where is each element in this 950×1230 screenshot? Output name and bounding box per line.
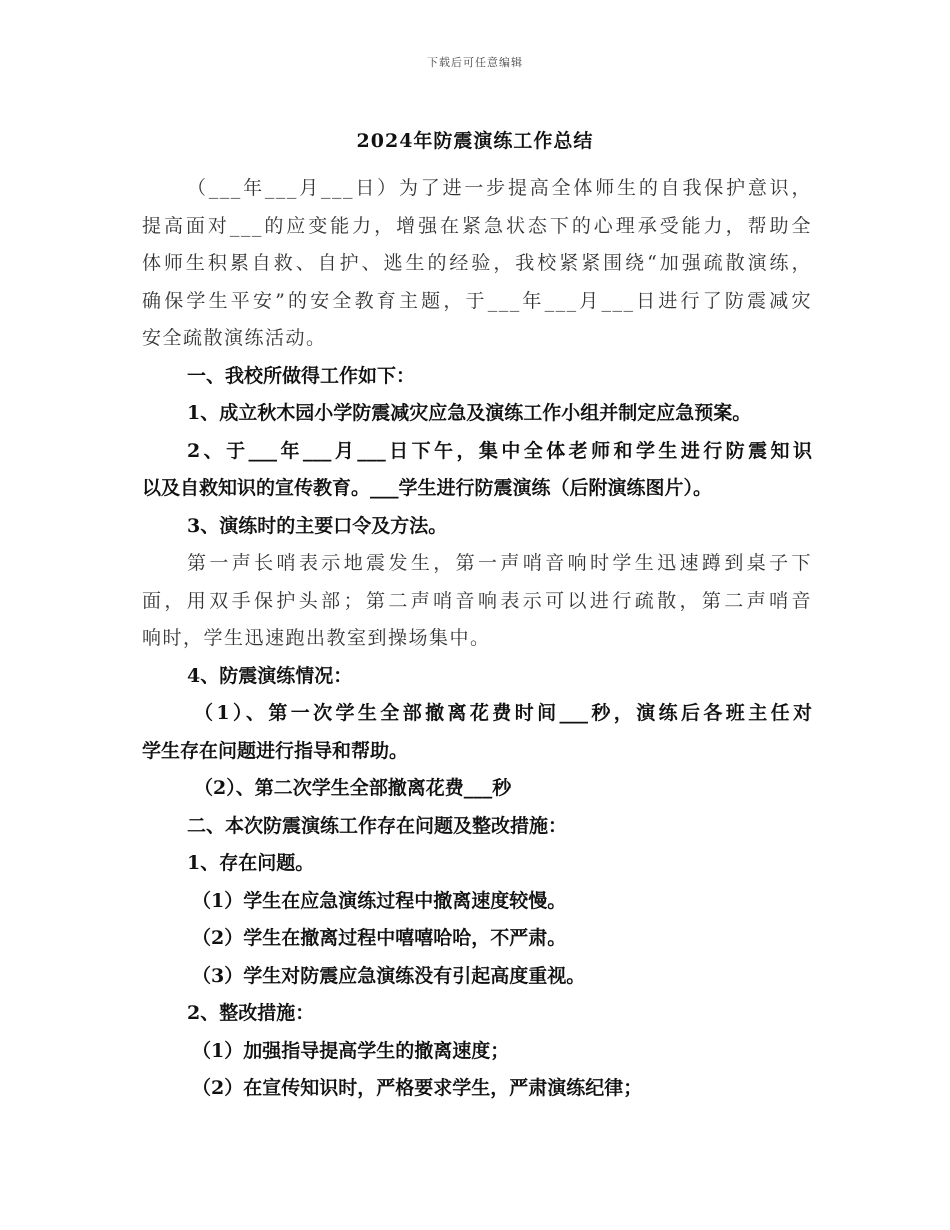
paragraph-line: 响时，学生迅速跑出教室到操场集中。: [142, 627, 491, 649]
list-item: 1、存在问题。: [187, 852, 315, 874]
sub-list-item: （3）学生对防震应急演练没有引起高度重视。: [192, 964, 586, 987]
sub-list-item: （2）学生在撤离过程中嘻嘻哈哈，不严肃。: [192, 927, 567, 949]
sub-list-item: （1）加强指导提高学生的撤离速度；: [192, 1039, 510, 1062]
page-header: 下载后可任意编辑: [427, 56, 523, 69]
list-item: 4、防震演练情况：: [187, 664, 353, 687]
paragraph-line: 安全疏散演练活动。: [142, 327, 327, 349]
sub-list-item: （1）学生在应急演练过程中撤离速度较慢。: [192, 889, 567, 912]
list-item: 1、成立秋木园小学防震减灾应急及演练工作小组并制定应急预案。: [187, 402, 752, 424]
list-item: 2、于___年___月___日下午，集中全体老师和学生进行防震知识: [187, 439, 812, 462]
list-item-continuation: 以及自救知识的宣传教育。___学生进行防震演练（后附演练图片）。: [142, 477, 713, 499]
list-item: 2、整改措施：: [187, 1002, 315, 1024]
section-heading: 二、本次防震演练工作存在问题及整改措施：: [187, 814, 568, 837]
paragraph-line: 面，用双手保护头部；第二声哨音响表示可以进行疏散，第二声哨音: [142, 589, 812, 612]
sub-list-item: （2）在宣传知识时，严格要求学生，严肃演练纪律；: [192, 1077, 643, 1099]
paragraph-line: 体师生积累自救、自护、逃生的经验，我校紧紧围绕“加强疏散演练，: [142, 252, 812, 274]
paragraph-line: 确保学生平安”的安全教育主题，于___年___月___日进行了防震减灾: [142, 289, 812, 312]
paragraph-line: （___年___月___日）为了进一步提高全体师生的自我保护意识，: [187, 177, 812, 199]
document-body: [142, 170, 812, 1108]
section-heading: 一、我校所做得工作如下：: [187, 364, 416, 387]
page-title: 2024年防震演练工作总结: [356, 130, 594, 152]
sub-list-item: （2）、第二次学生全部撤离花费___秒: [194, 777, 512, 799]
sub-list-item: （1）、第一次学生全部撤离花费时间___秒，演练后各班主任对: [194, 702, 812, 724]
list-item: 3、演练时的主要口令及方法。: [187, 514, 448, 537]
sub-list-item-continuation: 学生存在问题进行指导和帮助。: [142, 739, 409, 762]
paragraph-line: 提高面对___的应变能力，增强在紧急状态下的心理承受能力，帮助全: [142, 214, 812, 237]
paragraph-line: 第一声长哨表示地震发生，第一声哨音响时学生迅速蹲到桌子下: [187, 552, 812, 574]
